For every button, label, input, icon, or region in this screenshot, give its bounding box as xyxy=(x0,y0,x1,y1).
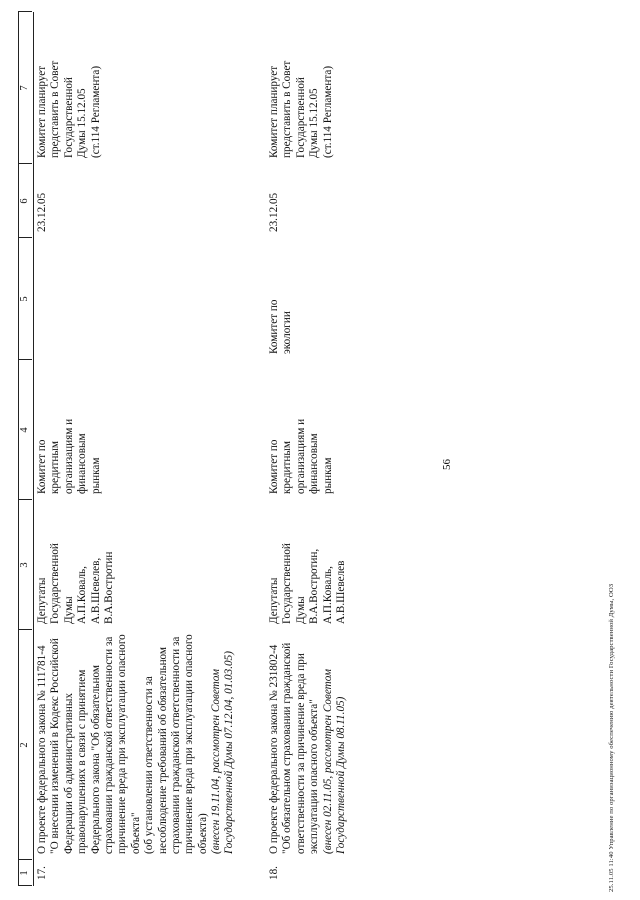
header-col-1: 1 xyxy=(19,870,30,876)
status-note: Комитет планирует представить в Совет Государственной Думы 15.12.05 (ст.114 Регламента) xyxy=(36,60,102,158)
header-col-5: 5 xyxy=(19,296,30,302)
page-number: 56 xyxy=(441,459,453,470)
header-col-4: 4 xyxy=(19,427,30,433)
project-submission-note: (внесен 02.11.05, рассмотрен Советом Государственной Думы 08.11.05) xyxy=(322,668,348,854)
row-number: 17. xyxy=(36,866,48,880)
deadline-date: 23.12.05 xyxy=(268,192,280,232)
main-committee: Комитет по кредитным организациям и финансовым рынкам xyxy=(268,418,334,494)
header-col-2: 2 xyxy=(19,742,30,748)
row-number: 18. xyxy=(268,866,280,880)
header-col-3: 3 xyxy=(19,562,30,568)
authors: Депутаты Государственной Думы А.П.Коваль, А.В.Шевелев, В.А.Востротин xyxy=(36,543,116,624)
main-committee: Комитет по кредитным организациям и финансовым рынкам xyxy=(36,418,102,494)
page-footer: 25.11.05 11:40 Управление по организационному обеспечению деятельности Государственной Думы, ООЗ xyxy=(608,583,615,892)
project-title: О проекте федерального закона № 231802-4 "Об обязательном страховании гражданской ответственности за причинение вреда при эксплуатации опасного объекта" xyxy=(268,642,321,854)
project-title: О проекте федерального закона № 111781-4 "О внесении изменений в Кодекс Российской Федерации об административных правонарушениях в связи с принятием Федерального закона "Об обязательном страховании гражданской ответственности за причинение вреда при эксплуатации опасного объекта" (об установлении ответственности за несоблюдение требований об обязательном страховании гражданской ответственности за причинение вреда при эксплуатации опасного объекта) xyxy=(36,634,209,854)
header-col-7: 7 xyxy=(19,85,30,91)
authors: Депутаты Государственной Думы В.А.Востротин, А.П.Коваль, А.В.Шевелев xyxy=(268,543,348,624)
header-col-6: 6 xyxy=(19,198,30,204)
project-submission-note: (внесен 19.11.04, рассмотрен Советом Государственной Думы 07.12.04, 01.03.05) xyxy=(210,651,236,854)
deadline-date: 23.12.05 xyxy=(36,192,48,232)
co-committee: Комитет по экологии xyxy=(268,299,294,354)
status-note: Комитет планирует представить в Совет Государственной Думы 15.12.05 (ст.114 Регламента) xyxy=(268,60,334,158)
